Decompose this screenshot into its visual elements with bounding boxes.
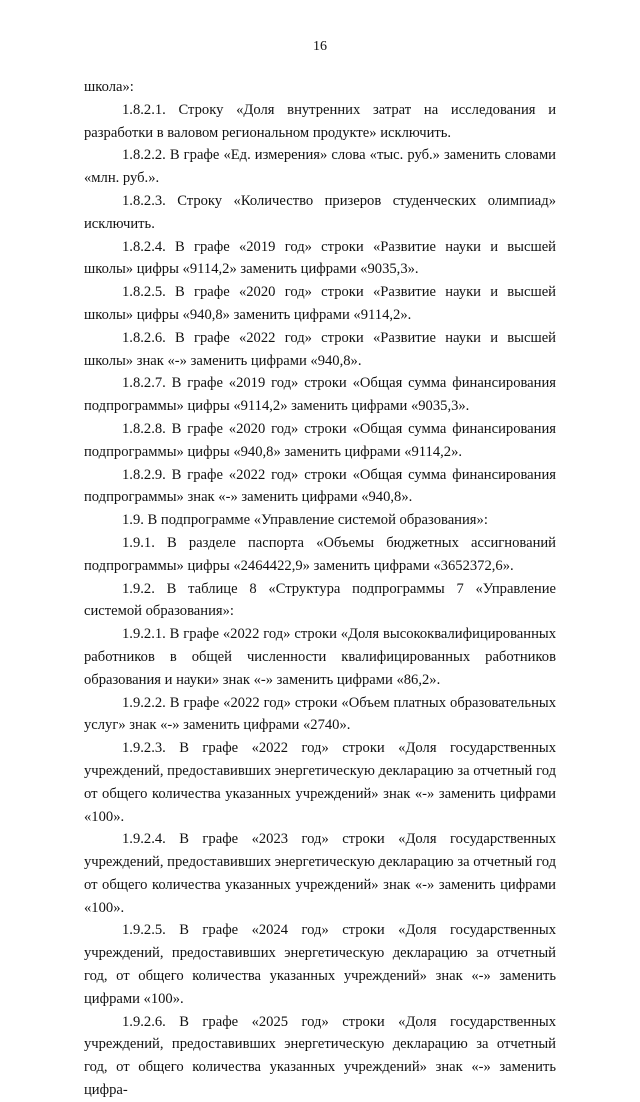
paragraph: 1.8.2.4. В графе «2019 год» строки «Развитие науки и высшей школы» цифры «9114,2» заменить цифрами «9035,3». [84, 238, 556, 278]
paragraph: 1.8.2.8. В графе «2020 год» строки «Общая сумма финансирования подпрограммы» цифры «940,8» заменить цифрами «9114,2». [84, 420, 556, 460]
paragraph: 1.9.2.1. В графе «2022 год» строки «Доля высококвалифицированных работников в общей численности квалифицированных работников образования и науки» знак «-» заменить цифрами «86,2». [84, 626, 556, 688]
paragraph: 1.9.1. В разделе паспорта «Объемы бюджетных ассигнований подпрограммы» цифры «2464422,9» заменить цифрами «3652372,6». [84, 534, 556, 574]
paragraph: 1.9. В подпрограмме «Управление системой образования»: [122, 512, 488, 529]
paragraph: 1.9.2.5. В графе «2024 год» строки «Доля государственных учреждений, предоставивших энергетическую декларацию за отчетный год, от общего количества указанных учреждений» знак «-» заменить цифрами «100». [84, 922, 556, 1007]
paragraph: 1.8.2.3. Строку «Количество призеров студенческих олимпиад» исключить. [84, 192, 556, 232]
page-number: 16 [313, 39, 327, 54]
paragraph: 1.8.2.7. В графе «2019 год» строки «Общая сумма финансирования подпрограммы» цифры «9114,2» заменить цифрами «9035,3». [84, 375, 556, 415]
paragraph: 1.9.2.6. В графе «2025 год» строки «Доля государственных учреждений, предоставивших энергетическую декларацию за отчетный год, от общего количества указанных учреждений» знак «-» заменить цифра- [84, 1013, 556, 1099]
paragraph: 1.8.2.6. В графе «2022 год» строки «Развитие науки и высшей школы» знак «-» заменить цифрами «940,8». [84, 329, 556, 369]
document-body [84, 76, 556, 1102]
paragraph: 1.8.2.5. В графе «2020 год» строки «Развитие науки и высшей школы» цифры «940,8» заменить цифрами «9114,2». [84, 284, 556, 323]
paragraph: 1.8.2.1. Строку «Доля внутренних затрат на исследования и разработки в валовом региональном продукте» исключить. [84, 101, 556, 141]
paragraph: 1.9.2.3. В графе «2022 год» строки «Доля государственных учреждений, предоставивших энергетическую декларацию за отчетный год от общего количества указанных учреждений» знак «-» заменить цифрами «100». [84, 740, 556, 825]
paragraph: 1.8.2.9. В графе «2022 год» строки «Общая сумма финансирования подпрограммы» знак «-» заменить цифрами «940,8». [84, 466, 556, 506]
paragraph: 1.8.2.2. В графе «Ед. измерения» слова «тыс. руб.» заменить словами «млн. руб.». [84, 147, 556, 187]
paragraph: 1.9.2.2. В графе «2022 год» строки «Объем платных образовательных услуг» знак «-» заменить цифрами «2740». [84, 694, 556, 734]
paragraph: школа»: [84, 79, 134, 95]
paragraph: 1.9.2.4. В графе «2023 год» строки «Доля государственных учреждений, предоставивших энергетическую декларацию за отчетный год от общего количества указанных учреждений» знак «-» заменить цифрами «100». [84, 831, 556, 916]
paragraph: 1.9.2. В таблице 8 «Структура подпрограммы 7 «Управление системой образования»: [84, 580, 556, 620]
